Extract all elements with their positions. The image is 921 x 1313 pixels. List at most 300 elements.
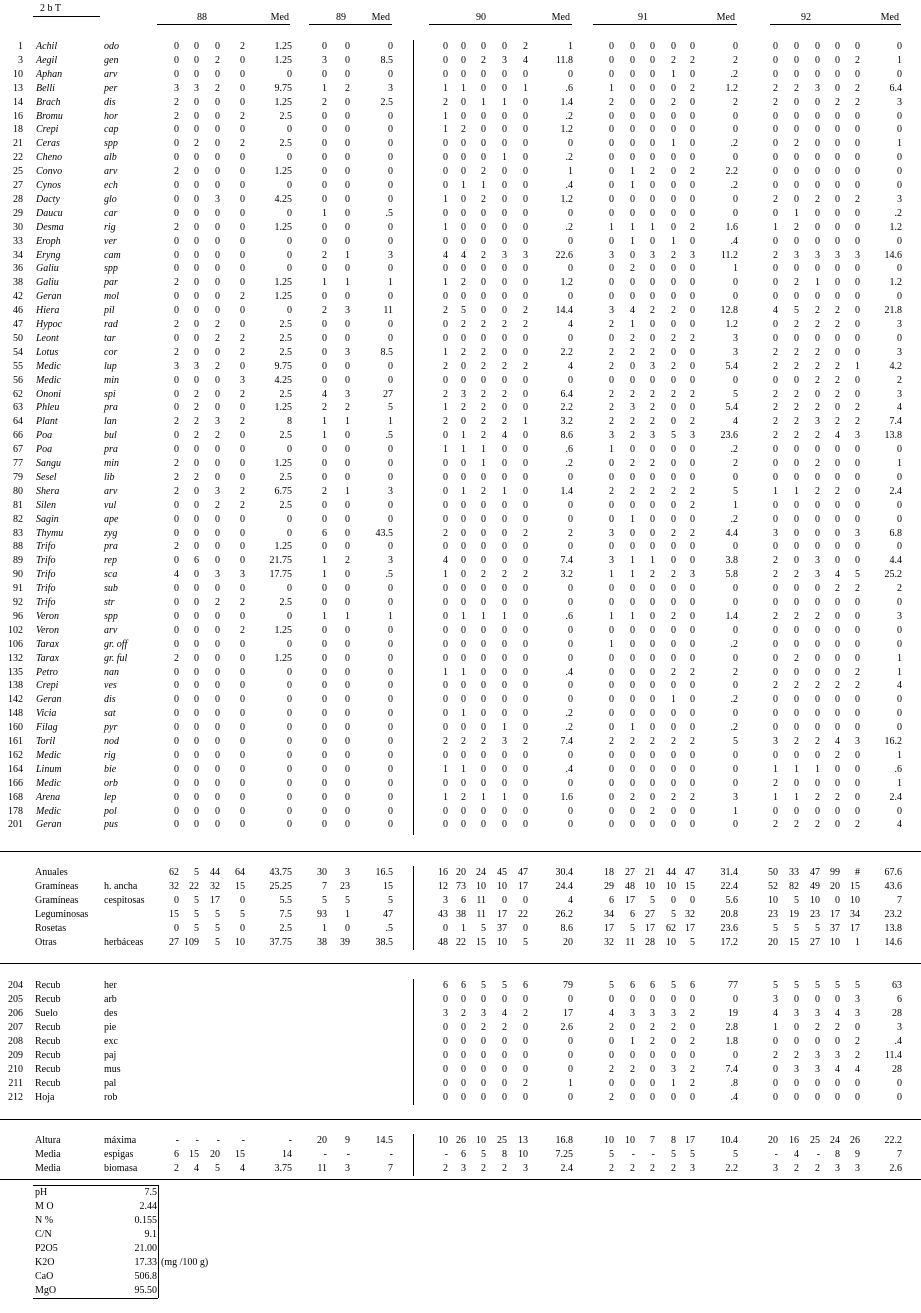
species-value: 0: [240, 402, 245, 413]
species-value: 0: [835, 653, 840, 664]
species-value: 0: [194, 625, 199, 636]
species-value: 0: [650, 138, 655, 149]
species-value: 2: [794, 319, 799, 330]
species-value: 0: [568, 500, 573, 511]
species-value: 0: [773, 750, 778, 761]
species-value: 0: [215, 236, 220, 247]
species-value: 2: [630, 792, 635, 803]
year-underline: [770, 24, 901, 25]
species-value: 2: [609, 416, 614, 427]
cover-value: 28: [892, 1008, 902, 1019]
species-value: 0: [443, 611, 448, 622]
group-value: 43.6: [884, 881, 902, 892]
cover-value: 0: [443, 1050, 448, 1061]
species-value: 0: [609, 263, 614, 274]
species-value: 1: [630, 222, 635, 233]
species-value: 0: [609, 236, 614, 247]
group-value: 32: [169, 881, 179, 892]
species-value: 8.5: [380, 55, 393, 66]
species-value: 0: [671, 263, 676, 274]
species-value: 0: [815, 263, 820, 274]
group-value: 5: [794, 895, 799, 906]
species-value: 2: [215, 500, 220, 511]
species-value: 1.2: [725, 319, 738, 330]
group-value: 26.2: [555, 909, 573, 920]
species-value: 0: [794, 166, 799, 177]
species-value: 0: [897, 152, 902, 163]
species-value: 2: [523, 569, 528, 580]
species-value: 2: [240, 416, 245, 427]
cover-value: 3: [815, 1064, 820, 1075]
species-value: 0: [345, 625, 350, 636]
species-value: 0: [897, 69, 902, 80]
group-value: 2.5: [279, 923, 292, 934]
species-value: 0: [568, 639, 573, 650]
species-epithet: min: [104, 375, 119, 386]
species-epithet: lep: [104, 792, 117, 803]
cover-value: 0: [630, 1022, 635, 1033]
group-value: 15: [789, 937, 799, 948]
cover-value: 4: [835, 1064, 840, 1075]
genus-name: Trifo: [36, 583, 56, 594]
species-value: 1: [773, 764, 778, 775]
height-value: 3: [835, 1163, 840, 1174]
species-value: 0: [855, 500, 860, 511]
species-value: 0: [835, 597, 840, 608]
species-value: 0: [835, 639, 840, 650]
species-value: 0: [287, 152, 292, 163]
cover-number: 211: [8, 1078, 23, 1089]
species-value: 0: [443, 653, 448, 664]
height-value: -: [241, 1135, 245, 1146]
species-value: 0: [345, 263, 350, 274]
species-value: 0: [650, 319, 655, 330]
species-number: 46: [13, 305, 23, 316]
soil-value: 9.1: [144, 1229, 157, 1240]
species-value: 0: [287, 305, 292, 316]
cover-name: Recub: [35, 980, 61, 991]
species-value: 2: [855, 194, 860, 205]
species-value: 0: [502, 138, 507, 149]
species-value: 0: [215, 250, 220, 261]
species-value: 0: [240, 180, 245, 191]
species-value: 2: [630, 263, 635, 274]
cover-sub: her: [104, 980, 117, 991]
soil-key: pH: [35, 1187, 48, 1198]
group-value: 32: [685, 909, 695, 920]
species-value: 0: [388, 111, 393, 122]
year-header: 88: [197, 12, 207, 23]
species-epithet: cam: [104, 250, 121, 261]
group-value: 49: [810, 881, 820, 892]
species-epithet: vul: [104, 500, 117, 511]
species-value: 2: [773, 402, 778, 413]
species-value: 0: [174, 402, 179, 413]
group-value: 5: [194, 923, 199, 934]
species-value: 0: [897, 333, 902, 344]
species-value: 0: [502, 111, 507, 122]
group-value: 15: [235, 881, 245, 892]
cover-value: 0: [523, 1022, 528, 1033]
species-value: 0: [733, 194, 738, 205]
cover-value: 0: [523, 1036, 528, 1047]
species-value: 2: [481, 319, 486, 330]
soil-key: MgO: [35, 1285, 57, 1296]
group-value: 11: [476, 895, 486, 906]
species-value: 0: [630, 361, 635, 372]
cover-value: 0: [523, 1064, 528, 1075]
species-value: 0: [194, 611, 199, 622]
species-value: 1: [568, 41, 573, 52]
group-value: 3: [443, 895, 448, 906]
species-value: 2.5: [279, 138, 292, 149]
species-value: 2: [815, 194, 820, 205]
species-value: 0: [461, 375, 466, 386]
species-value: 0: [855, 180, 860, 191]
species-value: 0: [215, 514, 220, 525]
species-value: 2: [481, 347, 486, 358]
species-epithet: per: [104, 83, 118, 94]
cover-value: 0: [609, 994, 614, 1005]
species-value: 2: [502, 416, 507, 427]
species-value: 0: [609, 166, 614, 177]
species-value: 2: [773, 361, 778, 372]
species-value: 2: [481, 430, 486, 441]
species-value: 0: [690, 806, 695, 817]
species-value: 4: [773, 305, 778, 316]
species-value: 0: [773, 722, 778, 733]
genus-name: Tarax: [36, 653, 59, 664]
species-value: 0: [174, 389, 179, 400]
genus-name: Bromu: [36, 111, 63, 122]
genus-name: Medic: [36, 375, 61, 386]
species-value: 2: [815, 347, 820, 358]
cover-value: 0: [773, 1092, 778, 1103]
species-value: 0: [388, 444, 393, 455]
species-value: 0: [502, 667, 507, 678]
species-value: 0: [443, 291, 448, 302]
species-value: 0: [835, 236, 840, 247]
species-value: 2: [481, 569, 486, 580]
species-value: 0: [174, 208, 179, 219]
species-value: 0: [773, 208, 778, 219]
species-value: 0: [481, 305, 486, 316]
species-value: 0: [240, 792, 245, 803]
species-number: 42: [13, 291, 23, 302]
species-value: 0: [773, 333, 778, 344]
species-value: .2: [565, 708, 573, 719]
species-value: 0: [815, 597, 820, 608]
species-value: 1.4: [560, 97, 573, 108]
species-value: 0: [523, 111, 528, 122]
species-value: 1: [461, 486, 466, 497]
group-value: 5: [773, 923, 778, 934]
species-value: 0: [443, 680, 448, 691]
species-value: 0: [345, 180, 350, 191]
species-value: 0: [240, 764, 245, 775]
species-value: 0: [443, 41, 448, 52]
species-value: 0: [815, 444, 820, 455]
species-value: 0: [322, 138, 327, 149]
species-value: 1: [630, 514, 635, 525]
species-value: 3: [345, 347, 350, 358]
species-value: 2: [174, 319, 179, 330]
species-value: 0: [733, 41, 738, 52]
species-value: 7.4: [889, 416, 902, 427]
species-value: 0: [322, 500, 327, 511]
species-value: 0: [388, 597, 393, 608]
height-value: 25: [810, 1135, 820, 1146]
soil-value: 7.5: [144, 1187, 157, 1198]
group-value: 14.6: [884, 937, 902, 948]
species-value: 0: [240, 528, 245, 539]
cover-value: 4: [502, 1008, 507, 1019]
cover-value: 0: [690, 994, 695, 1005]
genus-name: Sangu: [36, 458, 61, 469]
species-value: 0: [240, 708, 245, 719]
species-value: 0: [174, 291, 179, 302]
species-value: 2: [630, 430, 635, 441]
species-value: 0: [855, 708, 860, 719]
cover-value: 0: [481, 1078, 486, 1089]
species-value: 0: [502, 555, 507, 566]
species-value: 0: [287, 806, 292, 817]
group-value: 15: [476, 937, 486, 948]
species-epithet: orb: [104, 778, 118, 789]
species-value: 0: [630, 291, 635, 302]
species-value: 0: [609, 583, 614, 594]
species-epithet: pyr: [104, 722, 118, 733]
species-value: 2: [609, 319, 614, 330]
height-value: 11: [317, 1163, 327, 1174]
species-value: 0: [461, 472, 466, 483]
soil-right-rule: [158, 1185, 159, 1298]
species-value: 0: [568, 778, 573, 789]
species-number: 14: [13, 97, 23, 108]
species-value: 0: [174, 819, 179, 830]
species-value: 0: [194, 250, 199, 261]
species-value: 1: [322, 430, 327, 441]
group-value: 5: [215, 937, 220, 948]
group-value: 4: [568, 895, 573, 906]
species-value: 0: [240, 694, 245, 705]
species-value: 1: [609, 569, 614, 580]
species-value: 0: [835, 500, 840, 511]
species-value: 0: [215, 458, 220, 469]
species-value: 0: [345, 166, 350, 177]
species-value: 0: [287, 792, 292, 803]
species-value: 0: [855, 291, 860, 302]
group-value: 24: [476, 867, 486, 878]
group-value: 37: [497, 923, 507, 934]
species-epithet: rig: [104, 750, 116, 761]
height-value: 10.4: [720, 1135, 738, 1146]
genus-name: Eryng: [36, 250, 61, 261]
species-value: 0: [461, 778, 466, 789]
height-value: 24: [830, 1135, 840, 1146]
species-value: 0: [671, 458, 676, 469]
species-number: 50: [13, 333, 23, 344]
species-value: 0: [630, 694, 635, 705]
species-value: 0: [345, 653, 350, 664]
cover-name: Recub: [35, 994, 61, 1005]
species-value: 3: [523, 250, 528, 261]
species-value: 0: [855, 124, 860, 135]
species-value: .4: [565, 667, 573, 678]
species-number: 47: [13, 319, 23, 330]
species-value: 0: [443, 263, 448, 274]
species-value: 0: [174, 778, 179, 789]
species-value: 1: [794, 208, 799, 219]
species-number: 28: [13, 194, 23, 205]
species-value: 3: [609, 555, 614, 566]
cover-value: 0: [523, 994, 528, 1005]
species-value: 0: [345, 722, 350, 733]
species-value: 9.75: [274, 83, 292, 94]
species-value: 0: [855, 375, 860, 386]
species-value: 3: [773, 528, 778, 539]
species-value: 0: [671, 208, 676, 219]
species-value: 0: [215, 263, 220, 274]
species-value: 0: [815, 639, 820, 650]
species-value: 0: [568, 819, 573, 830]
species-value: 0: [690, 305, 695, 316]
species-value: 0: [345, 124, 350, 135]
med-header: Med: [880, 12, 899, 23]
group-value: 11: [625, 937, 635, 948]
species-value: 0: [835, 708, 840, 719]
species-value: 3: [690, 250, 695, 261]
species-value: 0: [690, 764, 695, 775]
species-epithet: odo: [104, 41, 119, 52]
species-value: 2: [240, 291, 245, 302]
species-value: 0: [215, 69, 220, 80]
species-epithet: pol: [104, 806, 117, 817]
cover-value: 0: [897, 1078, 902, 1089]
species-value: 0: [773, 111, 778, 122]
species-value: 0: [215, 806, 220, 817]
species-value: 0: [671, 819, 676, 830]
species-value: 0: [671, 83, 676, 94]
species-value: 0: [773, 55, 778, 66]
cover-value: 1.8: [725, 1036, 738, 1047]
species-value: 0: [835, 472, 840, 483]
species-value: .2: [894, 208, 902, 219]
species-value: 3: [650, 361, 655, 372]
species-value: 2: [773, 778, 778, 789]
group-value: 0: [443, 923, 448, 934]
species-value: 0: [650, 694, 655, 705]
height-value: 14: [282, 1149, 292, 1160]
species-value: 0: [794, 291, 799, 302]
species-value: 0: [388, 722, 393, 733]
cover-value: 2: [650, 1036, 655, 1047]
species-value: .4: [565, 180, 573, 191]
species-value: 0: [174, 708, 179, 719]
species-number: 96: [13, 611, 23, 622]
species-value: 0: [481, 528, 486, 539]
species-value: 0: [568, 69, 573, 80]
species-value: 0: [174, 500, 179, 511]
species-epithet: sat: [104, 708, 116, 719]
species-value: 3: [855, 250, 860, 261]
species-value: 3: [345, 389, 350, 400]
species-value: 0: [835, 694, 840, 705]
species-value: 2: [174, 166, 179, 177]
species-value: 0: [794, 722, 799, 733]
species-value: 0: [855, 166, 860, 177]
height-value: -: [323, 1149, 327, 1160]
species-value: 0: [502, 653, 507, 664]
species-value: 0: [855, 305, 860, 316]
species-value: 1.25: [274, 458, 292, 469]
species-value: 2: [835, 792, 840, 803]
species-value: 0: [835, 291, 840, 302]
species-value: 1: [481, 792, 486, 803]
species-value: 0: [345, 708, 350, 719]
species-value: 0: [609, 778, 614, 789]
species-value: 0: [215, 680, 220, 691]
species-value: 0: [794, 625, 799, 636]
species-value: 0: [240, 166, 245, 177]
species-value: 0: [502, 778, 507, 789]
species-value: 2: [690, 486, 695, 497]
species-value: 2: [174, 416, 179, 427]
species-value: 2: [194, 138, 199, 149]
species-value: 0: [630, 124, 635, 135]
group-name: Rosetas: [35, 923, 67, 934]
group-name: Gramíneas: [35, 895, 79, 906]
species-value: 0: [502, 180, 507, 191]
table-title: 2 b T: [40, 3, 61, 14]
species-value: 2: [240, 41, 245, 52]
species-value: 2: [794, 277, 799, 288]
species-value: 0: [502, 291, 507, 302]
group-subname: cespitosas: [104, 895, 145, 906]
cover-value: .8: [730, 1078, 738, 1089]
cover-value: 2: [671, 1022, 676, 1033]
species-value: 2: [174, 277, 179, 288]
species-value: 0: [388, 319, 393, 330]
species-value: 1: [773, 222, 778, 233]
species-value: 1: [481, 97, 486, 108]
species-value: 0: [523, 514, 528, 525]
year-underline: [429, 24, 572, 25]
species-value: 1: [609, 83, 614, 94]
species-value: 3: [794, 250, 799, 261]
section-divider: [413, 979, 414, 1105]
height-value: 4: [794, 1149, 799, 1160]
species-value: 0: [461, 152, 466, 163]
cover-value: 0: [502, 1064, 507, 1075]
species-value: 0: [322, 792, 327, 803]
species-value: 1: [461, 83, 466, 94]
species-value: 0: [855, 694, 860, 705]
species-value: 2: [794, 138, 799, 149]
species-value: 0: [174, 263, 179, 274]
species-value: 2: [174, 222, 179, 233]
species-value: 0: [481, 597, 486, 608]
height-value: -: [175, 1135, 179, 1146]
species-value: 0: [671, 708, 676, 719]
species-epithet: min: [104, 458, 119, 469]
species-value: 2: [773, 194, 778, 205]
soil-unit: (mg /100 g): [161, 1257, 209, 1268]
species-value: 2: [502, 569, 507, 580]
species-value: 0: [650, 500, 655, 511]
group-value: 3: [345, 867, 350, 878]
species-value: 0: [690, 625, 695, 636]
